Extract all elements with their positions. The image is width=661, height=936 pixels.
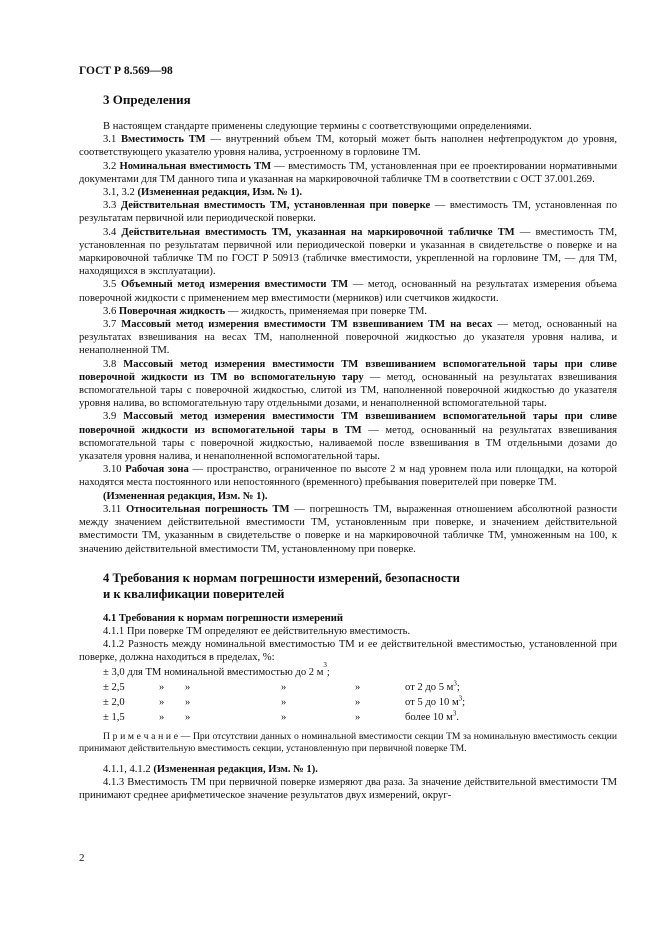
definition-term: Массовый метод измерения вместимости ТМ взвешиванием вспомогательной тары при сливе поверочной жидкости из вспомогательной тары в ТМ xyxy=(79,411,617,436)
section-3-intro: В настоящем стандарте применены следующие термины с соответствующими определениями. xyxy=(103,121,532,132)
definition-number: 3.9 xyxy=(103,411,117,423)
definition-item xyxy=(79,305,617,318)
definition-number: 3.1 xyxy=(103,134,117,146)
tolerance-row: ± 3,0 для ТМ номинальной вместимостью до 2 м 3 ; xyxy=(103,660,330,678)
definition-term: Массовый метод измерения вместимости ТМ взвешиванием вспомогательной тары при сливе поверочной жидкости из ТМ во вспомогательную тару xyxy=(79,358,617,383)
section-4-title: 4 Требования к нормам погрешности измерений, безопасности и к квалификации поверителей xyxy=(103,570,460,601)
page-number: 2 xyxy=(79,852,85,864)
definition-term: Массовый метод измерения вместимости ТМ взвешиванием ТМ на весах xyxy=(121,319,493,331)
definition-text: — метод, основанный на результатах взвешивания вспомогательной тары с поверочной жидкостью, слитой из ТМ, наполненной поверочной жидкостью до указателя уровня налива, во вспомогательную тару отдельными дозами, и ненаполненной вспомогательной тары. xyxy=(79,371,618,410)
definition-term: Действительная вместимость ТМ, установленная при поверке xyxy=(120,200,431,212)
definition-number: 3.5 xyxy=(103,279,117,291)
definition-term: Действительная вместимость ТМ, указанная на маркировочной табличке ТМ xyxy=(121,226,515,238)
definition-number: 3.10 xyxy=(103,464,122,476)
definition-term: Вместимость ТМ xyxy=(120,134,206,146)
paragraph-4-1-3: 4.1.3 Вместимость ТМ при первичной поверке измеряют два раза. За значение действительной вместимости ТМ принимают среднее арифметическое значение результатов двух измерений, округ- xyxy=(79,776,617,801)
subsection-4-1-title: 4.1 Требования к нормам погрешности измерений xyxy=(103,612,343,624)
definition-item xyxy=(79,358,617,411)
definition-text: — вместимость ТМ, установленная при ее проектировании нормативными документами для ТМ данного типа и указанная на маркировочной табличке ТМ в соответствии с ОСТ 37.001.269. xyxy=(79,160,617,185)
paragraph-4-1-2: 4.1.2 Разность между номинальной вместимостью ТМ и ее действительной вместимостью, установленной при поверке, должна находиться в пределах, %: xyxy=(79,639,617,664)
definitions-list xyxy=(79,133,617,489)
definition-number: 3.3 xyxy=(103,200,117,212)
definition-text: — пространство, ограниченное по высоте 2 м над уровнем пола или площадки, на которой находятся места постоянного или непостоянного (временного) пребывания поверителей при поверке ТМ. xyxy=(79,464,617,489)
definition-number: 3.2 xyxy=(103,160,117,172)
amendment-note-4: 4.1.1, 4.1.2 (Измененная редакция, Изм. № 1). xyxy=(103,763,318,775)
tolerance-list xyxy=(79,660,617,725)
definition-number: 3.1, 3.2 xyxy=(103,187,135,199)
definition-item xyxy=(79,160,617,186)
tolerance-row: ± 2,5 » » » » от 2 до 5 $м^3$; xyxy=(103,678,460,693)
document-body xyxy=(79,92,617,802)
definition-term: Номинальная вместимость ТМ xyxy=(119,160,272,172)
definition-text: — внутренний объем ТМ, который может быть наполнен нефтепродуктом до уровня, соответствующего указателю уровня налива, устроенному в горловине ТМ. xyxy=(79,134,618,159)
definition-term: Рабочая зона xyxy=(125,464,189,476)
definition-number: 3.8 xyxy=(103,358,117,370)
definition-text: — вместимость ТМ, установленная по результатам первичной или периодической поверки и указанная в свидетельстве о поверке и на маркировочной табличке ТМ по ГОСТ Р 50913 (табличке вместимости, укрепленной на горловине ТМ, — для ТМ, находящихся в эксплуатации). xyxy=(79,226,618,278)
tolerance-row: ± 1,5 » » » » более 10 $м^3$. xyxy=(103,708,459,723)
definition-item xyxy=(79,278,617,304)
document-header: ГОСТ Р 8.569—98 xyxy=(79,65,173,77)
definition-number: 3.6 xyxy=(103,305,117,317)
definition-text: — жидкость, применяемая при поверке ТМ. xyxy=(225,305,428,317)
note: П р и м е ч а н и е — При отсутствии данных о номинальной вместимости секции ТМ за номинальную вместимость секции принимают действительную вместимость секции, установленную при первичной поверке ТМ. xyxy=(79,730,617,754)
definition-item xyxy=(79,199,617,225)
definition-item xyxy=(79,226,617,279)
definition-3-11: 3.11 Относительная погрешность ТМ — погрешность ТМ, выраженная отношением абсолютной разности между значением действительной вместимости ТМ, установленным при поверке, и значением действительной вместимости ТМ, указанным в свидетельстве о поверке и на маркировочной табличке ТМ, умноженным на 100, к значению действительной вместимости ТМ, установленному при поверке. xyxy=(79,503,618,555)
definition-term: (Измененная редакция, Изм. № 1). xyxy=(137,187,302,199)
tolerance-row: ± 2,0 » » » » от 5 до 10 $м^3$; xyxy=(103,693,466,708)
definition-item xyxy=(79,463,617,489)
definition-item xyxy=(79,133,617,159)
section-3-title: 3 Определения xyxy=(103,92,191,107)
definition-text: — метод, основанный на результатах измерения объема поверочной жидкости с применением мер вместимости (мерников) или счетчиков жидкости. xyxy=(79,279,618,304)
definition-term: Объемный метод измерения вместимости ТМ xyxy=(120,279,349,291)
definition-text: — метод, основанный на результатах взвешивания вспомогательной тары с поверочной жидкостью, наливаемой после взвешивания в ТМ отдельными дозами до указателя уровня налива, и ненаполненной вспомогательной тары. xyxy=(79,424,617,463)
definition-item xyxy=(79,410,617,463)
definition-term: Поверочная жидкость xyxy=(118,305,226,317)
definition-text: — метод, основанный на результатах взвешивания на весах ТМ, наполненной поверочной жидкостью до указателя уровня налива, и ненаполненной ТМ. xyxy=(79,319,618,357)
definition-number: 3.4 xyxy=(103,226,117,238)
definition-number: 3.7 xyxy=(103,319,117,331)
definition-item xyxy=(79,318,617,358)
definition-text: — вместимость ТМ, установленная по результатам первичной или периодической поверки. xyxy=(79,200,618,225)
paragraph-4-1-1: 4.1.1 При поверке ТМ определяют ее действительную вместимость. xyxy=(103,625,411,637)
amendment-note: (Измененная редакция, Изм. № 1). xyxy=(103,490,268,502)
definition-item xyxy=(79,186,617,199)
